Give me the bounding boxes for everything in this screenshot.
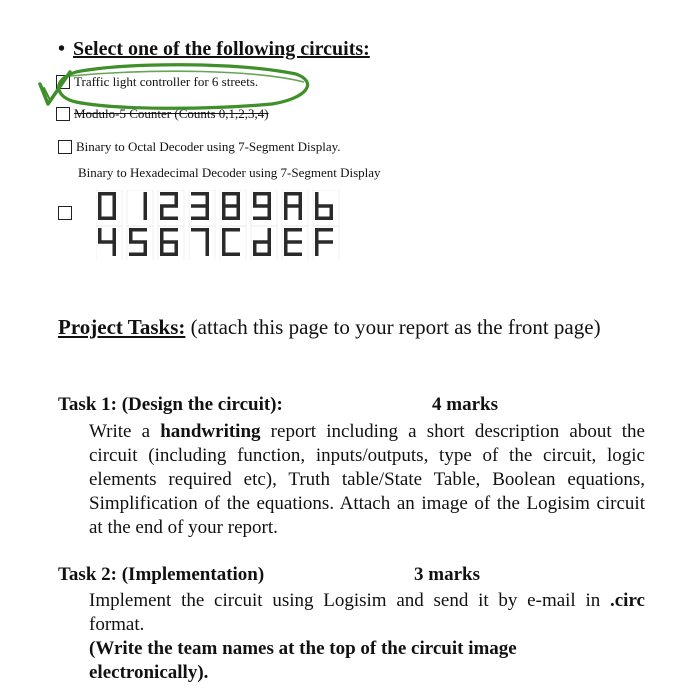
segment-f (222, 192, 226, 206)
digit-1 (127, 190, 153, 226)
segment-f (284, 192, 288, 206)
segment-c (268, 242, 272, 256)
digit-9 (251, 190, 277, 226)
segment-e (98, 206, 102, 220)
digit-C (220, 226, 246, 260)
segment-f (98, 228, 102, 242)
digit-0 (96, 190, 122, 226)
digit-8 (220, 190, 246, 226)
option-modulo-5-label: Modulo-5 Counter (Counts 0,1,2,3,4) (74, 106, 269, 121)
segment-d (253, 217, 271, 221)
segment-b (268, 228, 272, 242)
task1-body-bold: handwriting (160, 421, 261, 442)
segment-g (253, 204, 271, 208)
segment-c (175, 242, 179, 256)
segment-f (315, 192, 319, 206)
project-tasks-title (58, 313, 658, 341)
digit-5 (127, 226, 153, 260)
segment-b (299, 192, 303, 206)
checkbox-binary-hex[interactable] (58, 206, 72, 220)
task2-note: (Write the team names at the top of the circuit image electronically). (89, 638, 517, 683)
segment-b (144, 192, 148, 206)
task2-body-prefix: Implement the circuit using Logisim and send it by e-mail in (89, 590, 610, 611)
segment-d (284, 253, 302, 257)
bullet: • (58, 38, 66, 60)
task2-marks: 3 marks (414, 564, 480, 585)
segment-d (129, 253, 147, 257)
segment-b (237, 192, 241, 206)
project-tasks-label: Project Tasks: (58, 315, 186, 339)
digit-6 (158, 226, 184, 260)
task2-body-bold: .circ (610, 590, 645, 611)
segment-c (299, 206, 303, 220)
task1-marks: 4 marks (432, 394, 498, 415)
digit-A (282, 190, 308, 226)
segment-c (113, 242, 117, 256)
segment-g (284, 204, 302, 208)
segment-b (113, 192, 117, 206)
segment-c (206, 242, 210, 256)
project-tasks-note: (attach this page to your report as the front page) (185, 315, 601, 339)
segment-f (253, 192, 257, 206)
segment-e (222, 206, 226, 220)
segment-g (222, 204, 240, 208)
checkbox-binary-octal[interactable] (58, 140, 72, 154)
task1-body-suffix: report including a short description about the circuit (including function, inputs/outputs, type of the circuit, logic elements required etc), Truth table/State Table, Boolean equations, Simplification of the equations. Attach an image of the Logisim circuit at the end of your report. (89, 421, 645, 538)
segment-f (284, 228, 288, 242)
segment-f (315, 228, 319, 242)
digit-3 (189, 190, 215, 226)
segment-b (206, 228, 210, 242)
digit-d (251, 226, 277, 260)
task1-title: Task 1: (Design the circuit): (58, 394, 283, 415)
digit-b (313, 190, 339, 226)
option-traffic-light-label: Traffic light controller for 6 streets. (74, 74, 259, 89)
option-binary-hex-label: Binary to Hexadecimal Decoder using 7-Segment Display (78, 165, 381, 180)
segment-e (315, 242, 319, 256)
task1-body (89, 420, 645, 540)
digit-4 (96, 226, 122, 260)
segment-b (113, 228, 117, 242)
option-binary-octal[interactable] (58, 139, 341, 155)
segment-d (222, 253, 240, 257)
heading-text: Select one of the following circuits: (73, 38, 370, 60)
segment-b (268, 192, 272, 206)
segment-b (175, 192, 179, 206)
task1-body-prefix: Write a (89, 421, 161, 442)
segment-d (191, 217, 209, 221)
digit-F (313, 226, 339, 260)
option-binary-octal-label: Binary to Octal Decoder using 7-Segment Display. (76, 139, 341, 154)
digit-2 (158, 190, 184, 226)
task2-body-suffix: format. (89, 614, 145, 635)
seven-segment-svg (96, 190, 416, 260)
segment-d (160, 217, 178, 221)
segment-b (206, 192, 210, 206)
digit-7 (189, 226, 215, 260)
segment-c (330, 206, 334, 220)
segment-f (222, 228, 226, 242)
segment-e (284, 206, 288, 220)
digit-E (282, 226, 308, 260)
segment-f (98, 192, 102, 206)
task2-body (89, 589, 645, 637)
segment-c (144, 206, 148, 220)
segment-f (160, 228, 164, 242)
segment-f (129, 228, 133, 242)
handwritten-circle-mark (36, 58, 316, 118)
seven-segment-display (96, 190, 416, 265)
task2-title: Task 2: (Implementation) (58, 564, 265, 585)
